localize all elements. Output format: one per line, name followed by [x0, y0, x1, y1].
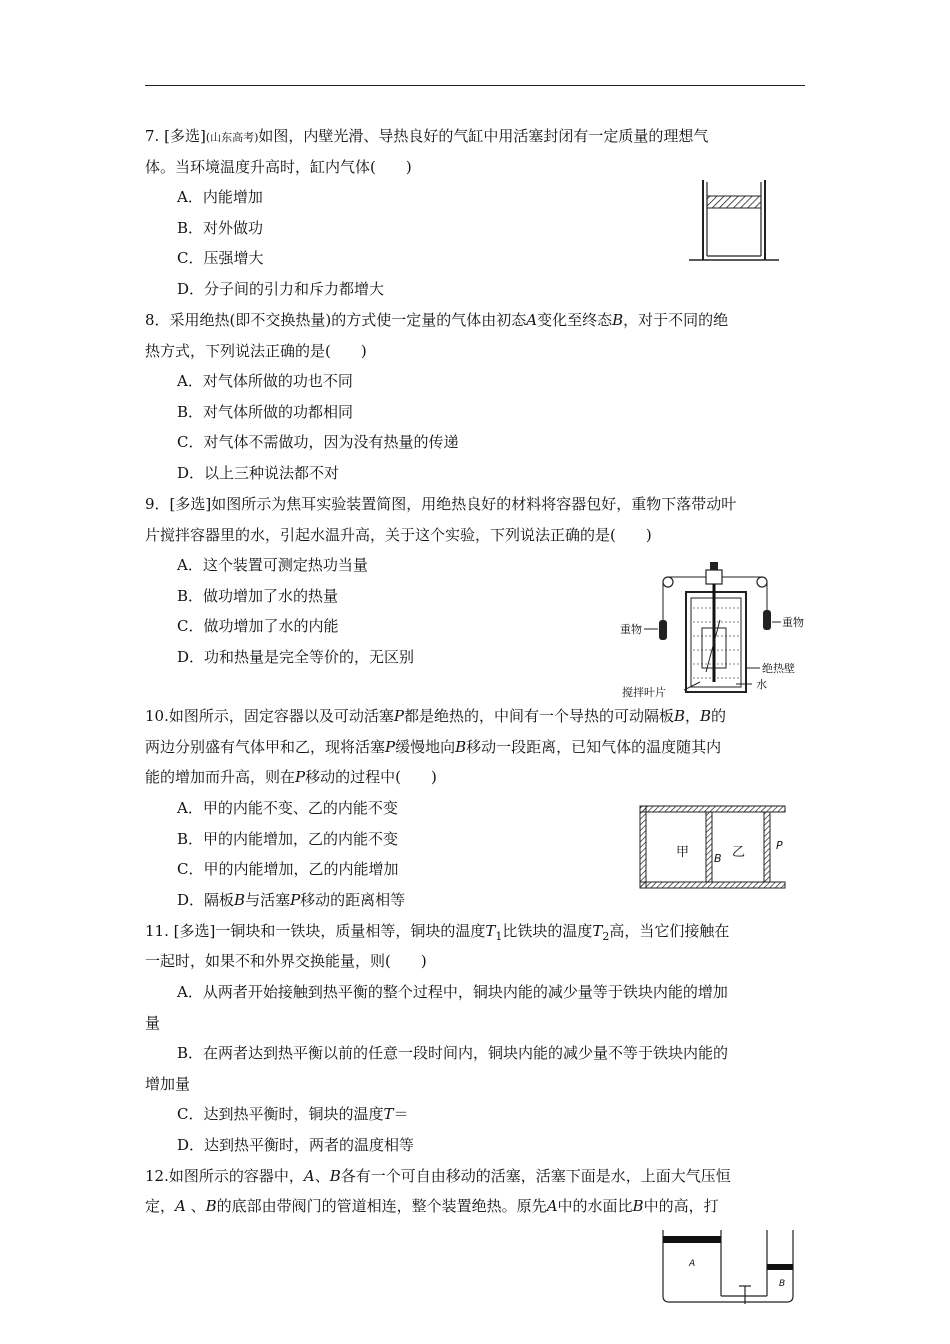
q11-tag: [多选] — [173, 922, 216, 940]
q9-option-c: C．做功增加了水的内能 — [177, 617, 339, 635]
left-weight — [659, 620, 667, 640]
q8-option-b: B．对气体所做的功都相同 — [177, 403, 354, 421]
q11-option-a-line1: A．从两者开始接触到热平衡的整个过程中，铜块内能的减少量等于铁块内能的增加 — [177, 983, 728, 1001]
q7-source: (山东高考) — [205, 131, 259, 144]
q8-option-d: D．以上三种说法都不对 — [177, 464, 340, 482]
q7-number: 7. — [145, 127, 160, 145]
label-b: B — [714, 852, 722, 865]
label-yi: 乙 — [732, 845, 746, 860]
q7-piston — [707, 196, 761, 208]
q10-option-b: B．甲的内能增加，乙的内能不变 — [177, 830, 399, 848]
header-rule — [145, 85, 805, 86]
q9-tag: [多选] — [169, 495, 212, 513]
label-wall: 绝热壁 — [762, 662, 795, 675]
q11-option-a-line2: 量 — [145, 1014, 161, 1032]
q11-stem-line2: 一起时，如果不和外界交换能量，则( ) — [145, 952, 427, 970]
q7-option-b: B．对外做功 — [177, 219, 264, 237]
q10-stem-line1: 10.如图所示，固定容器以及可动活塞P都是绝热的，中间有一个导热的可动隔板B，B的 — [145, 707, 727, 725]
q11-option-c: C．达到热平衡时，铜块的温度T＝ — [177, 1105, 409, 1123]
q10-stem-line3: 能的增加而升高，则在P移动的过程中( ) — [145, 768, 437, 786]
q12-connected-vessels-figure — [655, 1226, 800, 1306]
label-p: P — [776, 839, 783, 852]
q9-stem-line1: 9．[多选]如图所示为焦耳实验装置简图，用绝热良好的材料将容器包好，重物下落带动叶 — [145, 495, 737, 513]
q7-stem-line2: 体。当环境温度升高时，缸内气体( ) — [145, 158, 412, 176]
q7-stem-line1: 7. [多选](山东高考)如图，内壁光滑、导热良好的气缸中用活塞封闭有一定质量的理想气 — [145, 127, 709, 145]
piston-b — [767, 1264, 793, 1270]
label-b-vessel: B — [779, 1279, 786, 1289]
label-water: 水 — [756, 678, 767, 691]
q12-stem-line2: 定，A 、B的底部由带阀门的管道相连，整个装置绝热。原先A中的水面比B中的高，打 — [145, 1197, 719, 1215]
q10-option-c: C．甲的内能增加，乙的内能增加 — [177, 860, 399, 878]
q11-option-b-line1: B．在两者达到热平衡以前的任意一段时间内，铜块内能的减少量不等于铁块内能的 — [177, 1044, 729, 1062]
q10-option-a: A．甲的内能不变、乙的内能不变 — [177, 799, 398, 817]
q11-stem-line1: 11. [多选]一铜块和一铁块，质量相等，铜块的温度$T_1$比铁块的温度$T_2$高，当它们接触在 — [145, 922, 730, 943]
right-weight — [763, 610, 771, 630]
movable-partition — [706, 812, 712, 882]
q9-option-b: B．做功增加了水的热量 — [177, 587, 339, 605]
label-weight-right: 重物 — [782, 616, 804, 629]
q7-option-a: A．内能增加 — [177, 188, 263, 206]
q8-stem-line2: 热方式，下列说法正确的是( ) — [145, 342, 367, 360]
q7-option-d: D．分子间的引力和斥力都增大 — [177, 280, 385, 298]
q10-container-figure — [638, 804, 788, 894]
q11-option-b-line2: 增加量 — [145, 1075, 191, 1093]
q7-cylinder-figure — [685, 178, 785, 264]
q9-joule-apparatus-figure — [620, 560, 810, 700]
label-paddle: 搅拌叶片 — [622, 686, 666, 699]
q9-stem-line2: 片搅拌容器里的水，引起水温升高，关于这个实验，下列说法正确的是( ) — [145, 526, 652, 544]
q12-stem-line1: 12.如图所示的容器中，A、B各有一个可自由移动的活塞，活塞下面是水，上面大气压恒 — [145, 1167, 731, 1185]
q10-stem-line2: 两边分别盛有气体甲和乙，现将活塞P缓慢地向B移动一段距离，已知气体的温度随其内 — [145, 738, 722, 756]
q8-stem-line1: 8．采用绝热(即不交换热量)的方式使一定量的气体由初态A变化至终态B，对于不同的绝 — [145, 311, 729, 329]
q11-option-d: D．达到热平衡时，两者的温度相等 — [177, 1136, 415, 1154]
label-jia: 甲 — [676, 845, 690, 860]
q10-option-d: D．隔板B与活塞P移动的距离相等 — [177, 891, 406, 909]
q7-option-c: C．压强增大 — [177, 249, 264, 267]
q9-option-d: D．功和热量是完全等价的，无区别 — [177, 648, 415, 666]
q9-option-a: A．这个装置可测定热功当量 — [177, 556, 368, 574]
piston-a — [663, 1236, 721, 1243]
piston-p — [764, 812, 770, 882]
label-a: A — [689, 1259, 696, 1269]
label-weight-left: 重物 — [620, 623, 642, 636]
q8-option-c: C．对气体不需做功，因为没有热量的传递 — [177, 433, 459, 451]
q7-tag: [多选] — [164, 127, 206, 145]
q8-option-a: A．对气体所做的功也不同 — [177, 372, 353, 390]
